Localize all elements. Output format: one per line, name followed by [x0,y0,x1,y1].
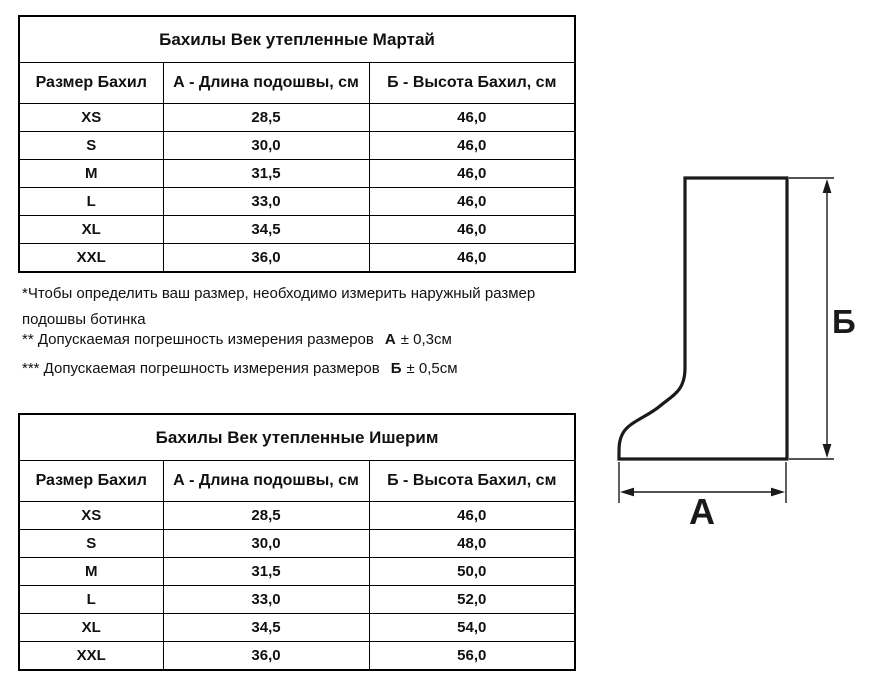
footnote-tolerance-b [22,360,458,377]
column-header-size: Размер Бахил [19,461,163,502]
table-row [19,188,575,216]
footnote-dim-b: Б [390,360,402,377]
arrow-right-icon [771,488,785,497]
table-title: Бахилы Век утепленные Мартай [19,16,575,63]
table-cell: 33,0 [163,586,369,614]
table-cell: M [19,558,163,586]
boot-diagram [580,140,872,560]
table-cell: 30,0 [163,530,369,558]
height-dimension [789,178,856,459]
arrow-up-icon [823,179,832,193]
table-cell: 46,0 [369,188,575,216]
table-cell: XS [19,104,163,132]
table-row [19,216,575,244]
table-cell: XXL [19,642,163,671]
table-cell: 31,5 [163,160,369,188]
table-title-row [19,16,575,63]
table-cell: 46,0 [369,132,575,160]
table-cell: 36,0 [163,244,369,273]
column-header-size: Размер Бахил [19,63,163,104]
table-cell: 46,0 [369,244,575,273]
table-row [19,530,575,558]
table-cell: 54,0 [369,614,575,642]
table-row [19,586,575,614]
table-cell: 48,0 [369,530,575,558]
table-cell: L [19,586,163,614]
table-cell: XL [19,614,163,642]
table-cell: XL [19,216,163,244]
table-cell: XS [19,502,163,530]
table-title-row [19,414,575,461]
table-cell: 52,0 [369,586,575,614]
footnote-tolerance-b-text: *** Допускаемая погрешность измерения размеров [22,360,380,377]
table-cell: 46,0 [369,160,575,188]
table-body [19,104,575,273]
table-row [19,132,575,160]
table-cell: 28,5 [163,502,369,530]
table-cell: 36,0 [163,642,369,671]
column-header-length: А - Длина подошвы, см [163,63,369,104]
length-dimension [619,462,786,532]
footnote-tolerance-a [22,331,452,348]
table-row [19,614,575,642]
table-cell: 30,0 [163,132,369,160]
table-body [19,502,575,671]
table-cell: 56,0 [369,642,575,671]
table-title: Бахилы Век утепленные Ишерим [19,414,575,461]
table-cell: 46,0 [369,104,575,132]
table-cell: L [19,188,163,216]
arrow-left-icon [620,488,634,497]
table-header-row [19,63,575,104]
table-cell: 50,0 [369,558,575,586]
footnote-tolerance-a-value: ± 0,3см [400,331,452,348]
table-row [19,104,575,132]
table-cell: XXL [19,244,163,273]
table-cell: S [19,530,163,558]
column-header-length: А - Длина подошвы, см [163,461,369,502]
table-cell: 34,5 [163,216,369,244]
column-header-height: Б - Высота Бахил, см [369,461,575,502]
footnote-tolerance-b-value: ± 0,5см [406,360,458,377]
table-row [19,502,575,530]
table-row [19,558,575,586]
table-cell: 34,5 [163,614,369,642]
footnote-tolerance-a-text: ** Допускаемая погрешность измерения размеров [22,331,374,348]
table-header-row [19,461,575,502]
table-cell: 46,0 [369,502,575,530]
boot-outline-shape [619,178,787,459]
column-header-height: Б - Высота Бахил, см [369,63,575,104]
table-cell: 46,0 [369,216,575,244]
table-cell: 31,5 [163,558,369,586]
size-table-martay [18,15,576,273]
table-cell: M [19,160,163,188]
table-cell: 28,5 [163,104,369,132]
size-table-isherim [18,413,576,671]
length-label: А [689,491,715,532]
table-cell: 33,0 [163,188,369,216]
footnote-measure-instruction: *Чтобы определить ваш размер, необходимо измерить наружный размер подошвы ботинка [22,285,536,328]
table-row [19,642,575,671]
arrow-down-icon [823,444,832,458]
table-row [19,244,575,273]
table-row [19,160,575,188]
height-label: Б [832,303,856,340]
footnote-dim-a: А [384,331,396,348]
table-cell: S [19,132,163,160]
